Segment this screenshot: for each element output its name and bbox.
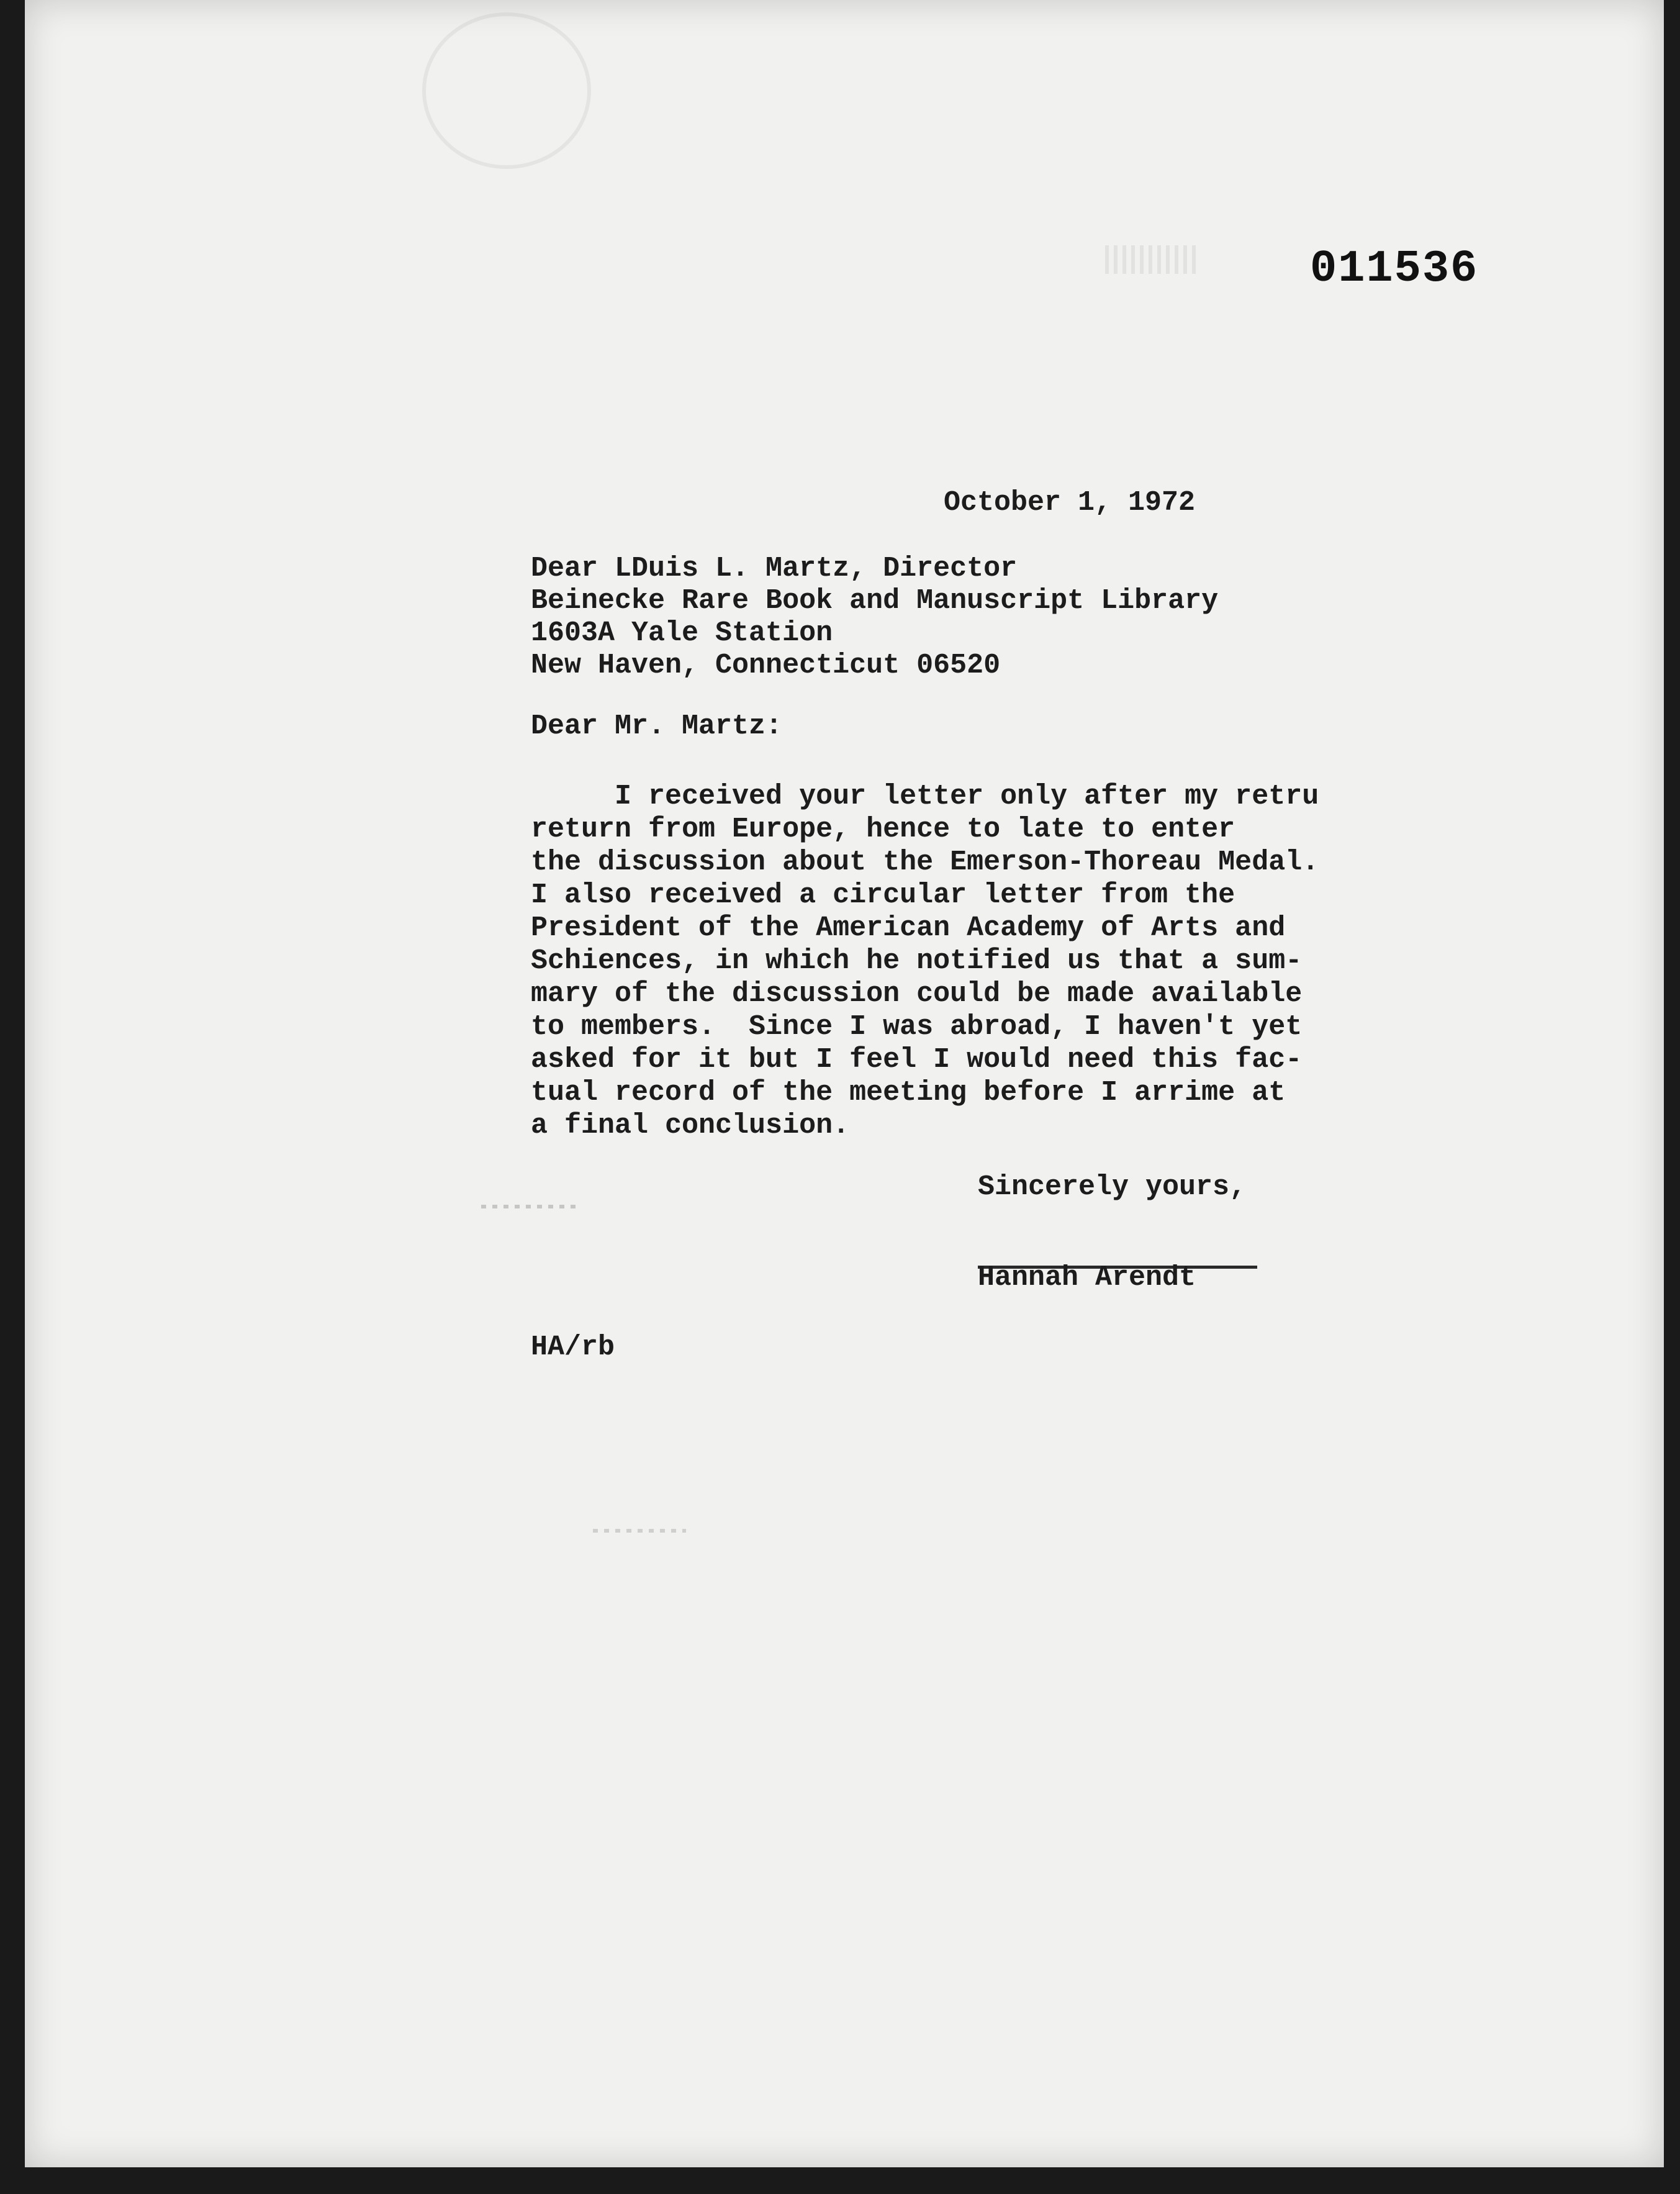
salutation: Dear Mr. Martz: [531, 710, 783, 742]
body-line: mary of the discussion could be made available [531, 978, 1303, 1010]
faint-margin-mark [481, 1205, 580, 1208]
letter-page [25, 0, 1664, 2167]
letter-date: October 1, 1972 [944, 487, 1196, 519]
body-line: tual record of the meeting before I arrime at [531, 1077, 1286, 1108]
recipient-address [531, 553, 1218, 682]
typist-initials: HA/rb [531, 1331, 615, 1363]
body-line: a final conclusion. [531, 1110, 850, 1141]
faint-stamp-mark [1105, 245, 1198, 274]
signer-name: Hannah Arendt [978, 1262, 1196, 1294]
body-line: President of the American Academy of Arts and [531, 912, 1286, 944]
body-line: I received your letter only after my retru [531, 781, 1319, 812]
body-line: the discussion about the Emerson-Thoreau Medal. [531, 846, 1319, 878]
address-line: Beinecke Rare Book and Manuscript Library [531, 585, 1219, 617]
body-line: to members. Since I was abroad, I haven't yet [531, 1011, 1303, 1043]
address-line: Dear LDuis L. Martz, Director [531, 553, 1018, 584]
body-line: return from Europe, hence to late to enter [531, 814, 1235, 845]
document-number: 011536 [1310, 243, 1479, 294]
address-line: 1603A Yale Station [531, 617, 833, 649]
closing: Sincerely yours, [978, 1171, 1247, 1203]
letter-body [531, 780, 1319, 1142]
body-line: asked for it but I feel I would need this fac- [531, 1044, 1303, 1076]
body-line: Schiences, in which he notified us that a sum- [531, 945, 1303, 977]
faint-stamp-circle [422, 12, 591, 169]
faint-margin-mark [593, 1529, 686, 1533]
body-line: I also received a circular letter from the [531, 879, 1235, 911]
address-line: New Haven, Connecticut 06520 [531, 650, 1001, 681]
